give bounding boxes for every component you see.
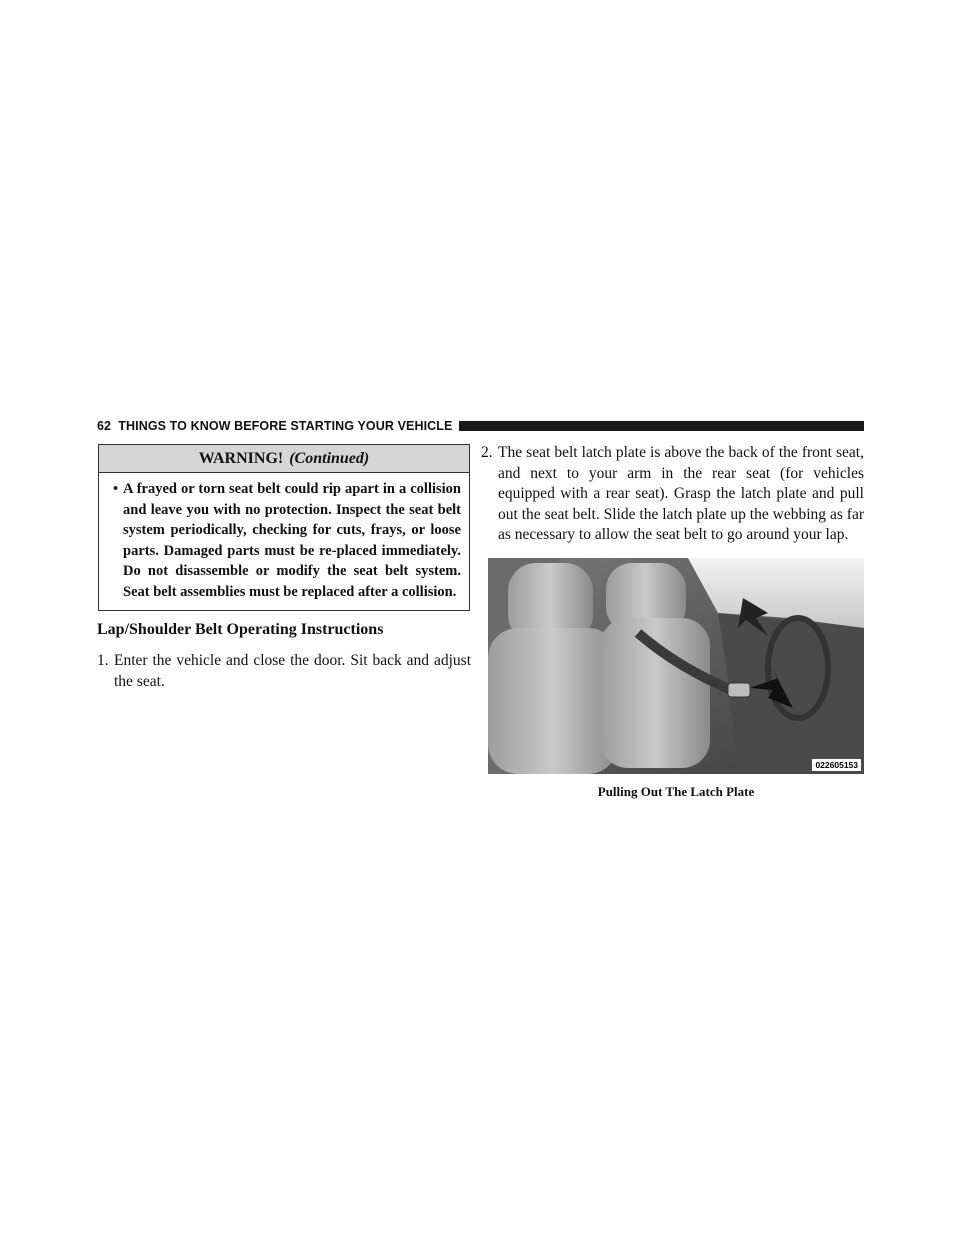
warning-continued: (Continued) [289,450,370,467]
step-2-text: The seat belt latch plate is above the back of the front seat, and next to your arm in the rear seat (for vehicles equipped with a rear seat). Grasp the latch plate and pull out the seat belt. Slide the latch plate up the webbing as far as necessary to allow the seat belt to go around your lap. [498,444,864,544]
step-text [114,651,471,692]
step-1 [97,651,471,692]
page-header-text [97,419,452,433]
warning-title: WARNING! [198,450,284,467]
figure-caption: Pulling Out The Latch Plate [597,784,755,799]
step-number: 2. [481,444,493,461]
seat-belt-photo [488,558,864,774]
warning-header [99,445,469,473]
step-1-text: Enter the vehicle and close the door. Sit back and adjust the seat. [114,652,471,690]
page-number: 62 [97,419,112,433]
step-2 [481,443,864,546]
step-number: 1. [97,652,109,669]
warning-body [99,473,469,602]
figure-code: 022605153 [812,759,861,771]
page-header [97,419,864,433]
step-text [498,443,864,546]
chapter-title: THINGS TO KNOW BEFORE STARTING YOUR VEHICLE [118,419,453,433]
warning-bullet-text: A frayed or torn seat belt could rip apart in a collision and leave you with no protection. Inspect the seat belt system periodically, checking for cuts, frays, or loose parts. Damaged parts must be re-placed immediately. Do not disassemble or modify the seat belt system. Seat belt assemblies must be replaced after a collision. [123,481,461,600]
section-title: Lap/Shoulder Belt Operating Instructions [97,621,384,638]
header-rule [459,421,864,431]
bullet-dot: • [113,481,119,497]
warning-box [98,444,470,611]
warning-bullet [113,479,461,602]
car-interior-illustration [488,558,864,774]
